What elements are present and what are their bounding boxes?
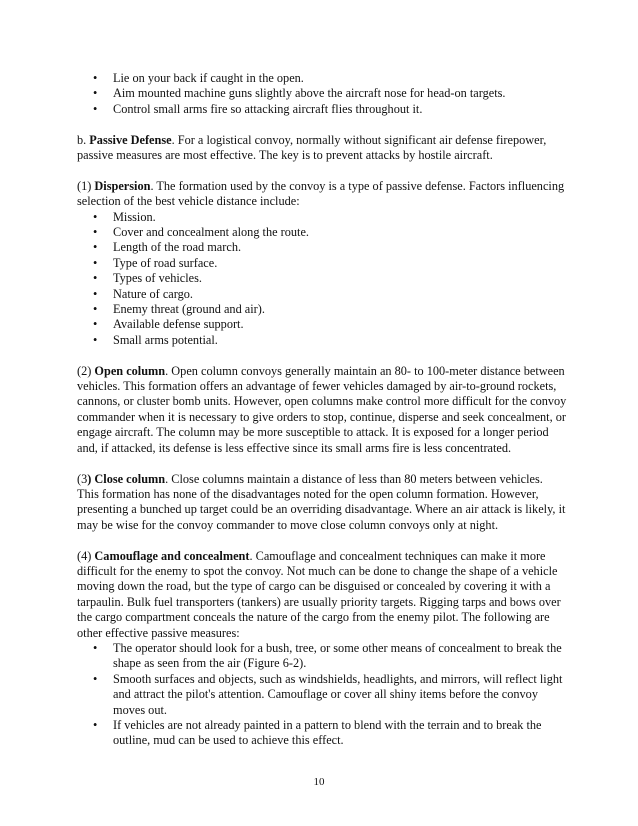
paragraph-text: . The formation used by the convoy is a type of passive defense. Factors influencing selection of the best vehicle distance include: (77, 178, 565, 209)
paragraph-text: . For a logistical convoy, normally without significant air defense firepower, passive measures are most effective. The key is to prevent attacks by hostile aircraft. (77, 132, 547, 163)
list-item: • Enemy threat (ground and air). (77, 302, 567, 317)
document-page (77, 71, 567, 749)
paragraph-text: . Close columns maintain a distance of less than 80 meters between vehicles. This formation has none of the disadvantages noted for the open column formation. However, presenting a bunched up target could be an overriding disadvantage. Where an air attack is likely, it may be wise for the convoy commander to move close column convoys only at night. (77, 471, 566, 532)
section-prefix: (1) (77, 178, 95, 193)
list-item: • Lie on your back if caught in the open. (77, 71, 567, 86)
list-item: • If vehicles are not already painted in a pattern to blend with the terrain and to break the outline, mud can be used to achieve this effect. (77, 718, 567, 749)
list-item: • Cover and concealment along the route. (77, 225, 567, 240)
section-heading: Passive Defense (89, 132, 172, 147)
section-heading: Dispersion (94, 178, 151, 193)
list-item: • The operator should look for a bush, tree, or some other means of concealment to break the shape as seen from the air (Figure 6-2). (77, 641, 567, 672)
list-item: • Length of the road march. (77, 240, 567, 255)
list-item: • Aim mounted machine guns slightly above the aircraft nose for head-on targets. (77, 86, 567, 101)
list-item: • Small arms potential. (77, 333, 567, 348)
camouflage-paragraph (77, 549, 567, 641)
list-item: • Nature of cargo. (77, 287, 567, 302)
paragraph-text: . Open column convoys generally maintain an 80- to 100-meter distance between vehicles. This formation offers an advantage of fewer vehicles damaged by air-to-ground rockets, cannons, or cluster bomb units. However, open columns make control more difficult for the convoy commander when it is necessary to give orders to stop, continue, disperse and seek concealment, or engage aircraft. The column may be more susceptible to attack. It is exposed for a longer period and, if attacked, its defense is less effective since its small arms fire is less concentrated. (77, 363, 567, 455)
section-heading: Open column (94, 363, 166, 378)
section-prefix: (3 (77, 471, 88, 486)
dispersion-factor-list (77, 210, 567, 349)
open-column-paragraph (77, 364, 567, 456)
section-heading: ) Close column (87, 471, 166, 486)
list-item: • Type of road surface. (77, 256, 567, 271)
dispersion-paragraph (77, 179, 567, 210)
section-prefix: b. (77, 132, 90, 147)
paragraph-text: . Camouflage and concealment techniques can make it more difficult for the enemy to spot the convoy. Not much can be done to change the shape of a vehicle moving down the road, but the type of cargo can be disguised or concealed by covering it with a tarpaulin. Bulk fuel transporters (tankers) are usually priority targets. Rigging tarps and bows over the cargo compartment conceals the nature of the cargo from the enemy pilot. The following are other effective passive measures: (77, 548, 561, 640)
top-bullet-list (77, 71, 567, 117)
section-heading: Camouflage and concealment (94, 548, 250, 563)
list-item: • Control small arms fire so attacking aircraft flies throughout it. (77, 102, 567, 117)
section-prefix: (4) (77, 548, 95, 563)
list-item: • Types of vehicles. (77, 271, 567, 286)
list-item: • Available defense support. (77, 317, 567, 332)
close-column-paragraph (77, 472, 567, 534)
page-number: 10 (313, 776, 325, 788)
list-item: • Smooth surfaces and objects, such as windshields, headlights, and mirrors, will reflect light and attract the pilot's attention. Camouflage or cover all shiny items before the convoy moves out. (77, 672, 567, 718)
list-item: • Mission. (77, 210, 567, 225)
passive-defense-paragraph (77, 133, 567, 164)
passive-measures-list (77, 641, 567, 749)
section-prefix: (2) (77, 363, 95, 378)
